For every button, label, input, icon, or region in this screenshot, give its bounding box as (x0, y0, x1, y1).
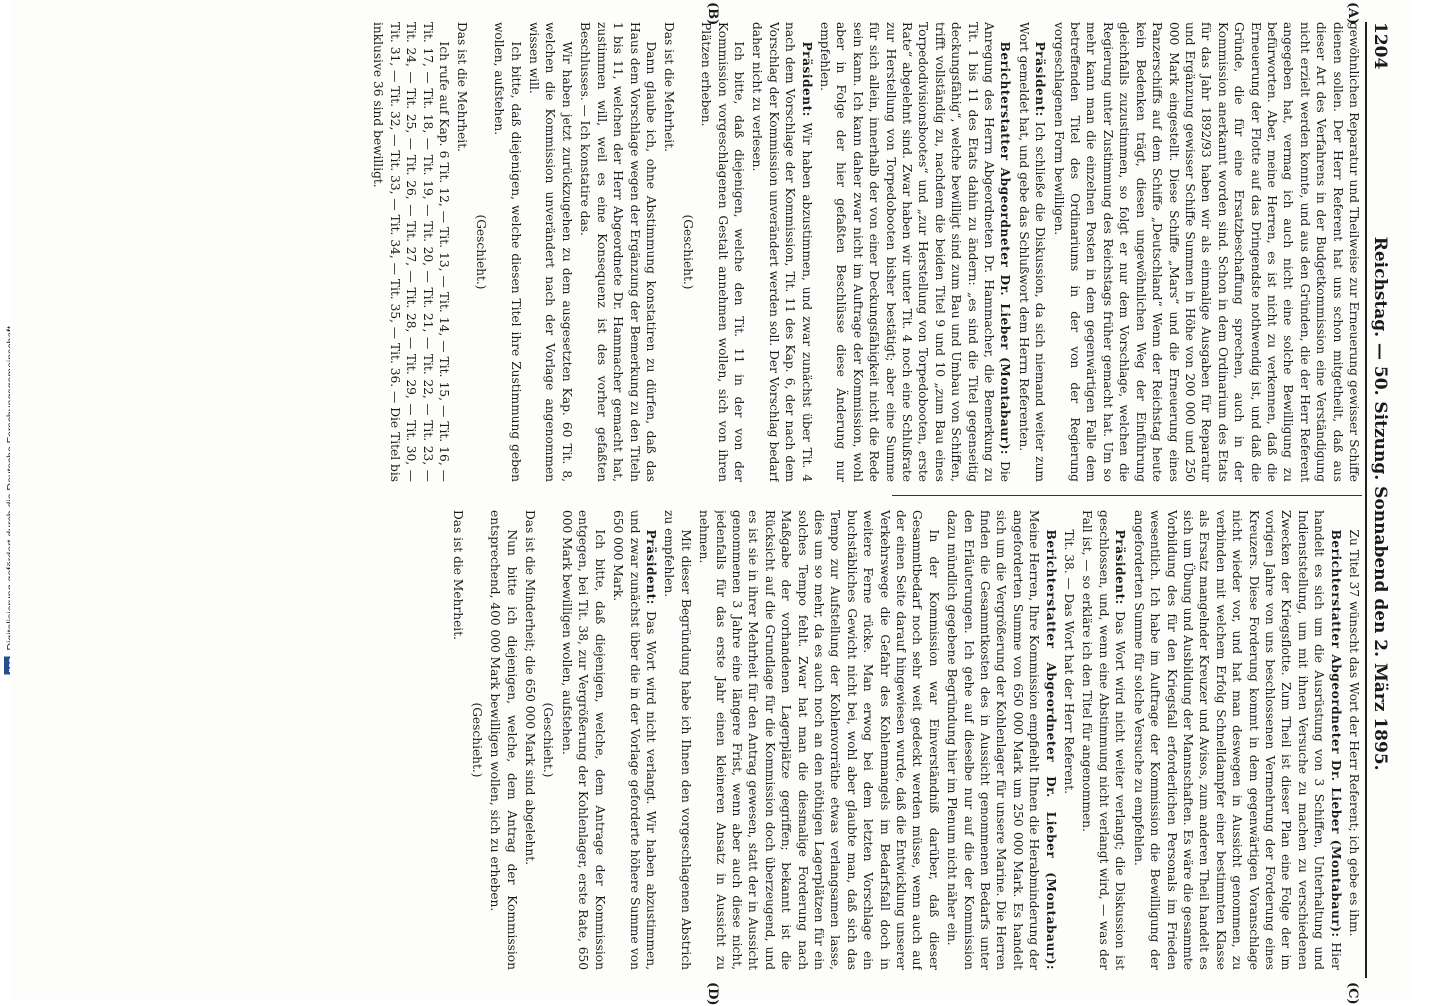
paragraph: Das ist die Mehrheit. (662, 22, 677, 152)
paragraph: Zu Titel 37 wünscht das Wort der Herr Referent; ich gebe es ihm. (1347, 529, 1361, 937)
paragraph: Wir haben jetzt zurückzugehen zu dem ausgesetzten Kap. 60 Tit. 8, welchen die Kommission unverändert nach der Vorlage angenommen wissen will. (527, 22, 574, 482)
page-number: 1204 (1370, 22, 1390, 70)
stage-direction: (Geschieht.) (680, 214, 695, 290)
paragraph: Präsident: Wir haben abzustimmen, und zwar zunächst über Tit. 4 nach dem Vorschlage der Kommission, Tit. 11 des Kap. 6, der nach dem Vorschlag der Kommission unverändert werden soll. Der Vorschlag bedarf daher nicht zu verlesen. (750, 22, 814, 482)
stage-direction: (Geschieht.) (469, 702, 484, 778)
paragraph: Präsident: Ich schließe die Diskussion, da sich niemand weiter zum Wort gemeldet hat, und gebe das Schlußwort dem Herrn Referenten. (1016, 22, 1048, 482)
paragraph: Präsident: Das Wort wird nicht verlangt. Wir haben abzustimmen, und zwar zunächst über die in der Vorlage geforderte höhere Summe von 650 000 Mark. (611, 510, 658, 970)
paragraph: Präsident: Das Wort wird nicht weiter verlangt; die Diskussion ist geschlossen, und, wenn eine Abstimmung nicht verlangt wird, — was der Fall ist, — so erkläre ich den Titel für angenommen. (1080, 510, 1128, 970)
document-page (10, 0, 1410, 1006)
page-header (1365, 22, 1404, 978)
paragraph: Nun bitte ich diejenigen, welche, dem Antrag der Kommission entsprechend, 400 000 Mark bewilligen wollen, sich zu erheben. (488, 510, 519, 970)
margin-mark-c: (C) (1345, 982, 1360, 1005)
paragraph: Tit. 38. — Das Wort hat der Herr Referent. (1062, 529, 1077, 795)
paragraph: Ich bitte, daß diejenigen, welche den Tit. 11 in der von der Kommission vorgeschlagenen Gestalt annehmen wollen, sich von ihren Plätzen erheben. (699, 22, 746, 482)
paragraph: Berichterstatter Abgeordneter Dr. Lieber (Montabaur): Meine Herren, Ihre Kommission empfiehlt Ihnen die Herabminderung der angeforderten Summe von 650 000 Mark um 250 000 Mark. Es handelt sich um die Vergrößerung der Kohlenlager für unsere Marine. Die Herren finden die Gesammtkosten des in Aussicht genommenen Bedarfs unter den Erläuterungen. Ich gehe auf dieselbe nur auf die der Kommission dazu mündlich gegebene Begründung hier im Plenum nicht näher ein. (945, 510, 1058, 970)
paragraph: Mit dieser Begründung habe ich Ihnen den vorgeschlagenen Abstrich zu empfehlen. (662, 510, 693, 970)
paragraph: Berichterstatter Abgeordneter Dr. Lieber (Montabaur): Die Anregung des Herrn Abgeordneten Dr. Hammacher, die Bemerkung zu Tit. 1 bis 11 des Etats dahin zu ändern: „es sind die Titel gegenseitig deckungsfähig“, welche bewilligt sind zum Bau und Umbau von Schiffen, trifft vollständig zu, nachdem die beiden Titel 9 und 10 „zum Bau eines Torpedodivisionsbootes“ und „zur Herstellung von Torpedobooten, erste Rate“ abgelehnt sind. Zwar haben wir unter Tit. 4 noch eine Schlußrate zur Herstellung von Torpedobooten bisher bestätigt; aber eine Summe für sich allein, innerhalb der von einer Deckungsfähigkeit nicht die Rede sein kann. Ich kann daher zwar nicht im Auftrage der Kommission, wohl aber in Folge der hier gefaßten Beschlüsse diese Änderung nur empfehlen. (818, 22, 1013, 482)
margin-mark-d: (D) (705, 982, 720, 1006)
column-divider (892, 495, 1362, 496)
running-title: Reichstag. — 50. Sitzung. Sonnabend den 2. März 1895. (1370, 236, 1390, 771)
stage-direction: (Geschieht.) (541, 702, 556, 778)
stage-direction: (Geschieht.) (473, 214, 488, 290)
paragraph: Berichterstatter Abgeordneter Dr. Lieber (Montabaur): Hier handelt es sich um die Ausrüstung von 3 Schiffen, Unterhaltung und Indienststellung, um mit ihnen Versuche zu machen zu verschiedenen Zwecken der Kriegsflotte. Zum Theil ist dieser Plan eine Folge der im vorigen Jahre von uns beschlossenen Vermehrung der Forderung eines Kreuzers. Diese Forderung kommt in dem gegenwärtigen Voranschlage nicht wieder vor, und hat man deswegen in Aussicht genommen, zu verbinden mit welchem Erfolg Schnelldampfer einer bestimmten Klasse als Ersatz mangelnder Kreuzer und Avisos, zum anderen Theil handelt es sich um Übung und Ausbildung der Mannschaften. Es wäre die gesammte Vorbildung des für den Kriegsfall erforderlichen Personals im Frieden wesentlich. Ich habe im Auftrage der Kommission die Bewilligung der angeforderten Summe für solche Versuche zu empfehlen. (1131, 510, 1343, 970)
margin-mark-a: (A) (1345, 2, 1360, 25)
paragraph: Ich bitte, daß diejenigen, welche, dem Antrage der Kommission entgegen, bei Tit. 38, zur Vergrößerung der Kohlenlager, erste Rate, 650 000 Mark bewilligen wollen, aufstehen. (559, 510, 607, 970)
paragraph: Dann glaube ich, ohne Abstimmung konstatiren zu dürfen, daß das Haus dem Vorschlage wegen der Ergänzung der Bemerkung zu den Titeln 1 bis 11, welchen der Herr Abgeordnete Dr. Hammacher gemacht hat, zustimmen will, weil es eine Konsequenz ist des vorher gefaßten Beschlusses. — Ich konstatire das. (578, 22, 658, 482)
left-column (32, 22, 1362, 482)
paragraph: gewöhnlichen Reparatur und Theilweise zur Erneuerung gewisser Schiffe dienen sollen. Der Herr Referent hat uns schon mitgetheilt, daß aus dieser Art des Verfahrens in der Budgetkommission eine Verständigung nicht erzielt werden konnte, und aus den Gründen, die der Herr Referent angegeben hat, vermag ich auch nicht eine solche Bewilligung zu befürworten. Aber, meine Herren, es ist nicht zu verkennen, daß die Erneuerung der Flotte auf das Dringendste nothwendig ist, und daß die Gründe, die für eine Ersatzbeschaffung sprechen, auch in der Kommission anerkannt worden sind. Schon in dem Ordinarium des Etats für das Jahr 1892/93 haben wir als einmalige Ausgaben für Reparatur und Ergänzung gewisser Schiffe Summen in Höhe von 200 000 und 250 000 Mark eingestellt. Diese Schiffe „Mars“ und die Erneuerung eines Panzerschiffs auf dem Schiffe „Deutschland“ Wenn der Reichstag heute kein Bedenken trägt, diesen ungewöhnlichen Weg der Einführung gleichfalls zuzustimmen, so folgt er nur dem Vorschlage, welchen die Regierung unter Zustimmung des Reichstags früher gemacht hat. Um so mehr kann man die einzelnen Posten in dem gegenwärtigen Falle dem betreffenden Titel des Ordinariums in der von der Regierung vorgeschlagenen Form bewilligen. (1051, 22, 1361, 482)
paragraph: Das ist die Mehrheit. (455, 22, 470, 152)
right-column (32, 510, 1362, 970)
paragraph: Ich rufe auf Kap. 6 Tit. 12, — Tit. 13, — Tit. 14, — Tit. 15, — Tit. 16, — Tit. 17, — Tit. 18, — Tit. 19, — Tit. 20, — Tit. 21, — Tit. 22, — Tit. 23, — Tit. 24, — Tit. 25, — Tit. 26, — Tit. 27, — Tit. 28, — Tit. 29, — Tit. 30, — Tit. 31, — Tit. 32, — Tit. 33, — Tit. 34, — Tit. 35, — Tit. 36. — Die Titel bis inklusive 36 sind bewilligt. (371, 22, 452, 482)
paragraph: Das ist die Minderheit; die 650 000 Mark sind abgelehnt. (523, 510, 538, 866)
paragraph: Ich bitte, daß diejenigen, welche diesen Titel ihre Zustimmung geben wollen, aufstehen. (492, 22, 523, 482)
margin-mark-b: (B) (705, 2, 720, 26)
paragraph: In der Kommission war Einverständniß darüber, daß dieser Gesammtbedarf noch sehr weit gedeckt werden müsse, wenn auch auf der einen Seite darauf hingewiesen wurde, daß die Entwicklung unserer Verkehrswege die Gefahr des Kohlenmangels im Bedarfsfall doch in weitere Ferne rücke. Man erwog bei dem letzten Vorschlage ein buchstäbliches Gewicht nicht bei, wohl aber glaubte man, daß sich das Tempo zur Aufstellung der Kohlenvorräthe etwas verlangsamen lasse, dies um so mehr, da es auch noch an den nöthigen Lagerplätzen für ein solches Tempo fehlt. Zwar hat man die diesmalige Forderung nach Maßgabe der vorhandenen Lagerplätze gegriffen; bekannt ist die Rücksicht auf die Grundlage für die Kommission doch überzeugend, und es ist sie in ihrer Mehrheit für den Antrag gewesen, statt der in Aussicht genommenen 3 Jahre eine längere Frist, wenn aber auch diese nicht, jedenfalls für das erste Jahr einen kleineren Ansatz in Aussicht zu nehmen. (697, 510, 941, 970)
paragraph: Das ist die Mehrheit. (451, 510, 466, 640)
